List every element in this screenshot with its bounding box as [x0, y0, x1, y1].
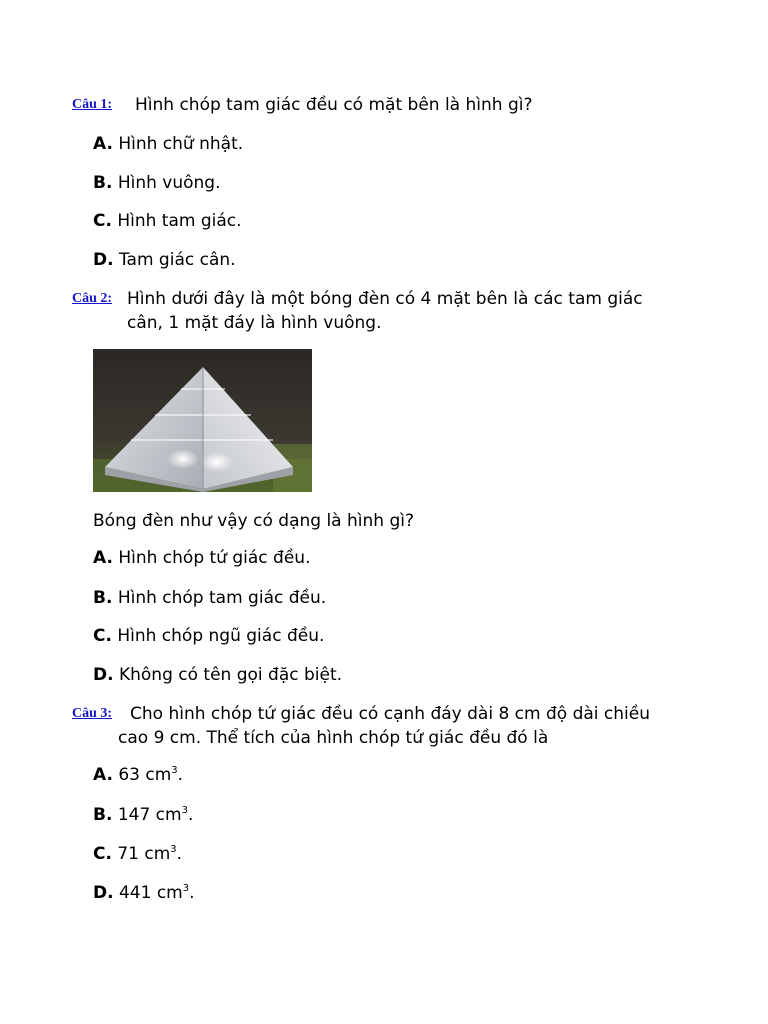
question-1-label: Câu 1: [72, 97, 113, 112]
option-exponent: 3 [171, 765, 178, 776]
q3-option-a [93, 763, 183, 787]
q3-option-d [93, 881, 195, 905]
q2-option-c [93, 624, 324, 648]
option-text: Không có tên gọi đặc biệt. [118, 665, 343, 685]
option-period: . [187, 805, 194, 825]
option-exponent: 3 [181, 805, 188, 816]
question-2-prompt: Bóng đèn như vậy có dạng là hình gì? [93, 511, 414, 531]
q1-option-d [93, 248, 236, 272]
option-text: Tam giác cân. [118, 250, 236, 270]
q1-option-b [93, 171, 221, 195]
option-exponent: 3 [182, 883, 190, 894]
q1-option-c [93, 209, 242, 233]
question-2-text-line2: cân, 1 mặt đáy là hình vuông. [127, 313, 382, 333]
pyramid-lamp-photo-icon [93, 349, 312, 492]
option-letter: A. [93, 134, 113, 154]
option-value: 63 cm [118, 765, 172, 785]
option-period: . [176, 844, 183, 864]
option-letter: B. [93, 805, 113, 825]
q3-option-c [93, 842, 182, 866]
option-letter: A. [93, 765, 113, 785]
option-value: 71 cm [117, 844, 171, 864]
option-text: Hình vuông. [117, 173, 221, 193]
option-letter: C. [93, 626, 112, 646]
option-letter: C. [93, 211, 112, 231]
question-2-text-line1: Hình dưới đây là một bóng đèn có 4 mặt bên là các tam giác [127, 289, 643, 309]
question-2-label: Câu 2: [72, 291, 113, 306]
question-3-text-line1: Cho hình chóp tứ giác đều có cạnh đáy dài 8 cm độ dài chiều [130, 704, 650, 724]
q2-option-b [93, 586, 326, 610]
option-letter: B. [93, 588, 113, 608]
option-letter: A. [93, 548, 113, 568]
q1-option-a [93, 132, 243, 156]
option-letter: D. [93, 665, 114, 685]
q2-option-a [93, 546, 310, 570]
option-letter: C. [93, 844, 112, 864]
option-period: . [189, 883, 195, 903]
q2-option-d [93, 663, 342, 687]
q3-option-b [93, 803, 193, 827]
option-value: 147 cm [117, 805, 182, 825]
question-3-text-line2: cao 9 cm. Thể tích của hình chóp tứ giác đều đó là [118, 728, 549, 748]
option-text: Hình chóp tứ giác đều. [118, 548, 311, 568]
option-text: Hình chóp tam giác đều. [117, 588, 327, 608]
option-letter: D. [93, 250, 114, 270]
question-3-label: Câu 3: [72, 706, 113, 721]
option-value: 441 cm [118, 883, 183, 903]
option-text: Hình chóp ngũ giác đều. [117, 626, 325, 646]
option-letter: B. [93, 173, 113, 193]
option-exponent: 3 [170, 844, 177, 855]
option-text: Hình chữ nhật. [118, 134, 244, 154]
question-1-text: Hình chóp tam giác đều có mặt bên là hình gì? [135, 95, 533, 115]
option-text: Hình tam giác. [117, 211, 242, 231]
option-period: . [177, 765, 184, 785]
option-letter: D. [93, 883, 114, 903]
